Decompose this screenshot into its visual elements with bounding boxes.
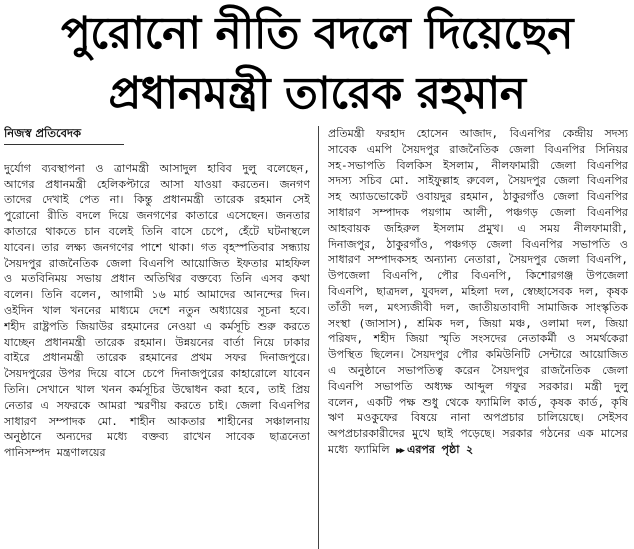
- headline-line-2: প্রধানমন্ত্রী তারেক রহমান: [108, 68, 526, 119]
- article-body-right: প্রতিমন্ত্রী ফরহাদ হোসেন আজাদ, বিএনপির কেন্দ্রীয় সদস্য সাবেক এমপি সৈয়দপুর রাজনৈতিক জেলা বিএনপির সিনিয়র সহ-সভাপতি বিলকিস ইসলাম, নীলফামারী জেলা বিএনপির সদস্য সচিব মো. সাইফুল্লাহ রুবেল, সৈয়দপুর জেলা বিএনপির সহ অ্যাডভোকেট ওবায়দুর রহমান, ঠাকুরগাঁও জেলা বিএনপির সাধারণ সম্পাদক পয়গাম আলী, পঞ্চগড় জেলা বিএনপির আহবায়ক জহিরুল ইসলাম প্রমুখ। এ সময় নীলফামারী, দিনাজপুর, ঠাকুরগাঁও, পঞ্চগড় জেলা বিএনপির সভাপতি ও সাধারণ সম্পাদকসহ অন্যান্য নেতারা, সৈয়দপুর জেলা বিএনপি, উপজেলা বিএনপি, পৌর বিএনপি, কিশোরগঞ্জ উপজেলা বিএনপি, ছাত্রদল, যুবদল, মহিলা দল, স্বেচ্ছাসেবক দল, কৃষক তাঁতী দল, মৎস্যজীবী দল, জাতীয়তাবাদী সামাজিক সাংস্কৃতিক সংস্থা (জাসাস), শ্রমিক দল, জিয়া মঞ্চ, ওলামা দল, জিয়া পরিষদ, শহীদ জিয়া স্মৃতি সংসদের নেতাকর্মী ও সমর্থকেরা উপস্থিত ছিলেন। সৈয়দপুর পৌর কমিউনিটি সেন্টারে আয়োজিত এ অনুষ্ঠানে সভাপতিত্ব করেন সৈয়দপুর রাজনৈতিক জেলা বিএনপি সভাপতি অধ্যক্ষ আব্দুল গফুর সরকার। মন্ত্রী দুলু বলেন, একটি পক্ষ শুধু থেকে ফ্যামিলি কার্ড, কৃষক কার্ড, কৃষি ঋণ মওকুফের বিষয়ে নানা অপপ্রচার চালিয়েছে। সেইসব অপপ্রচারকারীদের মুখে ছাই পড়েছে। সরকার গঠনের এক মাসের মধ্যে ফ্যামিলি: [328, 127, 628, 456]
- double-triangle-icon: ▶▶: [396, 445, 403, 456]
- continuation-link[interactable]: [396, 443, 473, 456]
- article-column-right: [328, 126, 628, 549]
- byline-underline: [4, 144, 124, 145]
- continuation-text: এরপর পৃষ্ঠা ২: [407, 442, 474, 456]
- headline: [0, 4, 634, 124]
- byline: নিজস্ব প্রতিবেদক: [4, 126, 82, 140]
- headline-line-1: পুরোনো নীতি বদলে দিয়েছেন: [60, 8, 574, 59]
- article-columns: [0, 126, 634, 549]
- column-divider: [318, 126, 319, 549]
- article-column-left: [4, 126, 310, 549]
- article-body-left: দুর্যোগ ব্যবস্থাপনা ও ত্রাণমন্ত্রী আসাদুল হাবিব দুলু বলেছেন, আগের প্রধানমন্ত্রী হেলিকপ্টারে আসা যাওয়া করতেন। জনগণ তাদের দেখাই পেত না। কিন্তু প্রধানমন্ত্রী তারেক রহমান সেই পুরোনো রীতি বদলে দিয়ে জনগণের কাতারে এসেছেন। জনতার কাতারে থাকতে চান বলেই তিনি বাসে চেপে, হেঁটে ঘটনাস্থলে যাবেন। তার লক্ষ্য জনগণের পাশে থাকা। গত বৃহস্পতিবার সন্ধ্যায় সৈয়দপুর রাজনৈতিক জেলা বিএনপি আয়োজিত ইফতার মাহফিল ও মতবিনিময় সভায় প্রধান অতিথির বক্তব্যে তিনি এসব কথা বলেন। তিনি বলেন, আগামী ১৬ মার্চ আমাদের আনন্দের দিন। ওইদিন খাল খননের মাধ্যমে দেশে নতুন অধ্যায়ের সূচনা হবে। শহীদ রাষ্ট্রপতি জিয়াউর রহমানের নেওয়া এ কর্মসূচি শুরু করতে যাচ্ছেন প্রধানমন্ত্রী তারেক রহমান। উন্নয়নের বার্তা নিয়ে ঢাকার বাইরে প্রধানমন্ত্রী তারেক রহমানের প্রথম সফর দিনাজপুরে। সৈয়দপুরের উপর দিয়ে বাসে চেপে দিনাজপুরের কাহারোলে যাবেন তিনি। সেখানে খাল খনন কর্মসূচির উদ্বোধন করা হবে, তাই প্রিয় নেতার এ সফরকে আমরা স্মরণীয় করতে চাই। জেলা বিএনপির সাধারণ সম্পাদক মো. শাহীন আকতার শাহীনের সঞ্চালনায় অনুষ্ঠানে অন্যদের মধ্যে বক্তব্য রাখেন সাবেক ছাত্রনেতা পানিসম্পদ মন্ত্রণালয়ের: [4, 161, 310, 460]
